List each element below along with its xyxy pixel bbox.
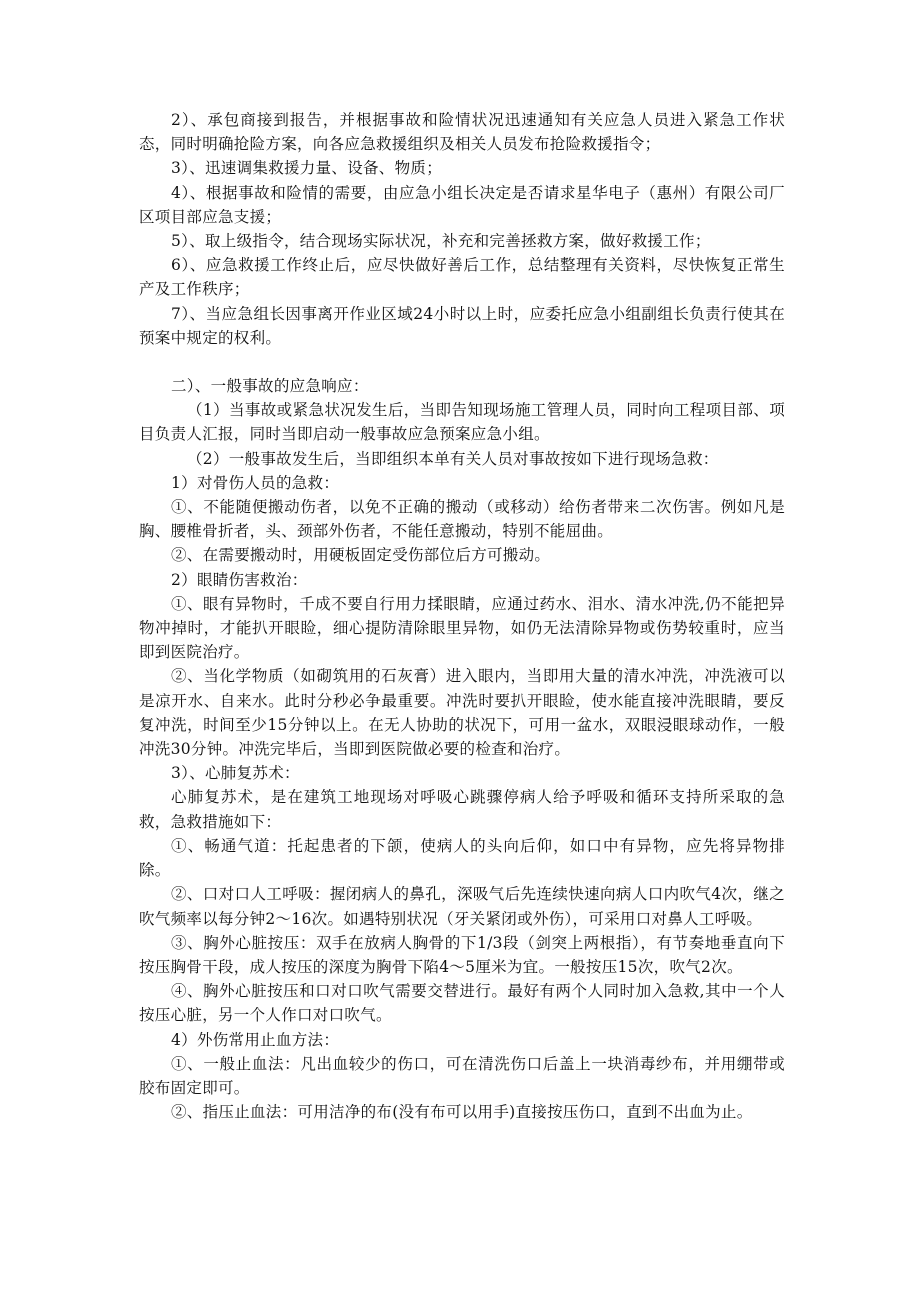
paragraph-contractor-report: 2）、承包商接到报告，并根据事故和险情状况迅速通知有关应急人员进入紧急工作状态，同时明确抢险方案，向各应急救援组织及相关人员发布抢险救援指令；	[139, 111, 785, 154]
subheading-cpr: 3）、心肺复苏术：	[171, 764, 300, 783]
subheading-eye-injury: 2）眼睛伤害救治：	[171, 570, 308, 589]
document-body	[139, 108, 785, 1124]
paragraph-request-support: 4）、根据事故和险情的需要，由应急小组长决定是否请求星华电子（惠州）有限公司厂区项目部应急支援；	[139, 183, 785, 226]
section-heading-general-accident: 二）、一般事故的应急响应：	[171, 377, 369, 396]
paragraph-delegation: 7）、当应急组长因事离开作业区域24小时以上时，应委托应急小组副组长负责行使其在预案中规定的权利。	[139, 304, 785, 347]
paragraph-bleeding-pressure: ②、指压止血法：可用洁净的布(没有布可以用手)直接按压伤口，直到不出血为止。	[171, 1103, 753, 1122]
paragraph-bone-1: ①、不能随便搬动伤者，以免不正确的搬动（或移动）给伤者带来二次伤害。例如凡是胸、腰椎骨折者，头、颈部外伤者，不能任意搬动，特别不能屈曲。	[139, 498, 785, 541]
paragraph-eye-2: ②、当化学物质（如砌筑用的石灰膏）进入眼内，当即用大量的清水冲洗，冲洗液可以是凉开水、自来水。此时分秒必争最重要。冲洗时要扒开眼睑，使水能直接冲洗眼睛，要反复冲洗，时间至少15分钟以上。在无人协助的状况下，可用一盆水，双眼浸眼球动作，一般冲洗30分钟。冲洗完毕后，当即到医院做必要的检查和治疗。	[139, 667, 785, 759]
paragraph-onsite-first-aid: （2）一般事故发生后，当即组织本单有关人员对事故按如下进行现场急救：	[187, 449, 719, 468]
subheading-bone-injury: 1）对骨伤人员的急救：	[171, 473, 340, 492]
paragraph-accident-occurs: （1）当事故或紧急状况发生后，当即告知现场施工管理人员，同时向工程项目部、项目负责人汇报，同时当即启动一般事故应急预案应急小组。	[139, 401, 785, 444]
paragraph-bone-2: ②、在需要搬动时，用硬板固定受伤部位后方可搬动。	[171, 546, 551, 565]
paragraph-cpr-alternate: ④、胸外心脏按压和口对口吹气需要交替进行。最好有两个人同时加入急救,其中一个人按压心脏，另一个人作口对口吹气。	[139, 982, 785, 1025]
paragraph-cpr-breathing: ②、口对口人工呼吸：握闭病人的鼻孔，深吸气后先连续快速向病人口内吹气4次，继之吹气频率以每分钟2～16次。如遇特别状况（牙关紧闭或外伤），可采用口对鼻人工呼吸。	[139, 885, 785, 928]
paragraph-eye-1: ①、眼有异物时，千成不要自行用力揉眼睛，应通过药水、泪水、清水冲洗,仍不能把异物冲掉时，才能扒开眼睑，细心提防清除眼里异物，如仍无法清除异物或伤势较重时，应当即到医院治疗。	[139, 594, 785, 662]
section-spacer	[139, 350, 785, 374]
paragraph-cpr-compression: ③、胸外心脏按压：双手在放病人胸骨的下1/3段（剑突上两根指），有节奏地垂直向下按压胸骨干段，成人按压的深度为胸骨下陷4～5厘米为宜。一般按压15次，吹气2次。	[139, 933, 785, 976]
paragraph-superior-instructions: 5）、取上级指令，结合现场实际状况，补充和完善拯救方案，做好救援工作；	[171, 232, 711, 251]
paragraph-mobilize-rescue: 3）、迅速调集救援力量、设备、物质；	[171, 159, 443, 178]
paragraph-bleeding-general: ①、一般止血法：凡出血较少的伤口，可在清洗伤口后盖上一块消毒纱布，并用绷带或胶布固定即可。	[139, 1054, 785, 1097]
paragraph-termination: 6）、应急救援工作终止后，应尽快做好善后工作，总结整理有关资料，尽快恢复正常生产及工作秩序；	[139, 256, 785, 299]
paragraph-cpr-airway: ①、畅通气道：托起患者的下颌，使病人的头向后仰，如口中有异物，应先将异物排除。	[139, 836, 785, 880]
subheading-bleeding: 4）外伤常用止血方法：	[171, 1030, 340, 1049]
paragraph-cpr-intro: 心肺复苏术，是在建筑工地现场对呼吸心跳骤停病人给予呼吸和循环支持所采取的急救，急救措施如下：	[139, 788, 785, 831]
